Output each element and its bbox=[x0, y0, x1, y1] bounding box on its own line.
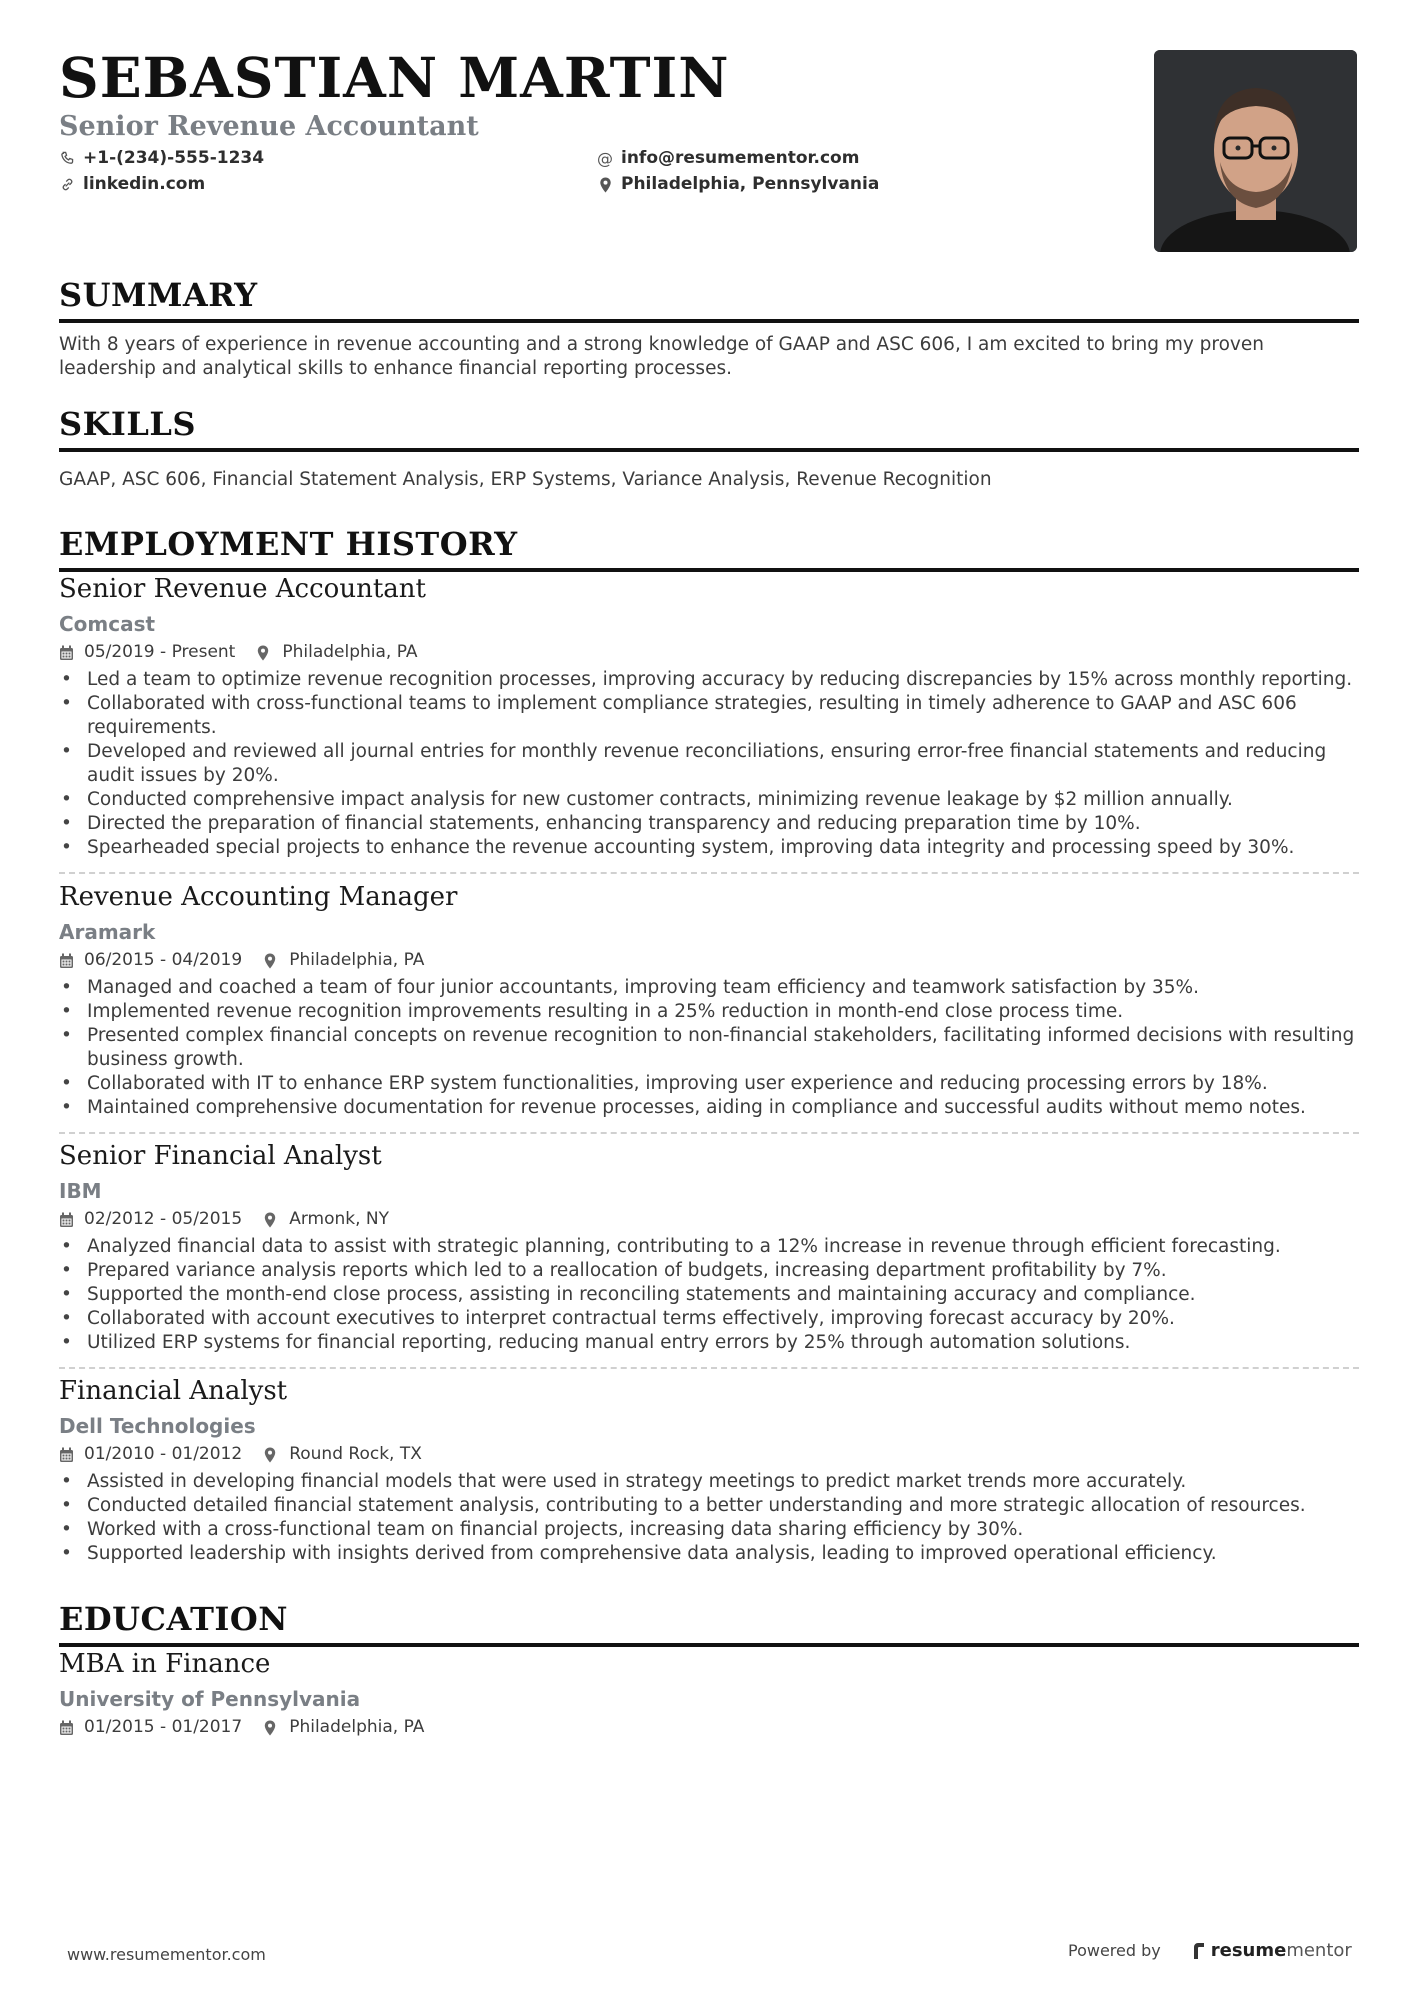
job-bullet: • Conducted comprehensive impact analysis for new customer contracts, minimizing revenue leakage by $2 million annually. bbox=[59, 788, 1359, 812]
job-location: Philadelphia, PA bbox=[282, 642, 418, 662]
job-bullets bbox=[59, 976, 1359, 1120]
phone-text: +1-(234)-555-1234 bbox=[83, 148, 265, 168]
job-bullet: • Supported leadership with insights derived from comprehensive data analysis, leading to improved operational efficiency. bbox=[59, 1542, 1359, 1566]
job-bullet: • Directed the preparation of financial statements, enhancing transparency and reducing preparation time by 10%. bbox=[59, 812, 1359, 836]
job-role: Senior Financial Analyst bbox=[59, 1141, 382, 1171]
employment-heading: EMPLOYMENT HISTORY bbox=[59, 525, 518, 563]
skills-heading: SKILLS bbox=[59, 405, 196, 443]
email-text[interactable]: info@resumementor.com bbox=[621, 148, 860, 168]
job-location: Philadelphia, PA bbox=[289, 950, 425, 970]
location-pin-icon bbox=[597, 177, 613, 193]
job-entry bbox=[59, 1143, 1359, 1355]
at-icon: @ bbox=[597, 148, 613, 168]
degree: MBA in Finance bbox=[59, 1649, 271, 1679]
job-bullet: • Worked with a cross-functional team on financial projects, increasing data sharing efficiency by 30%. bbox=[59, 1518, 1359, 1542]
footer-branding bbox=[1068, 1940, 1352, 1961]
job-dates: 06/2015 - 04/2019 bbox=[84, 950, 243, 970]
skills-section bbox=[59, 405, 1359, 492]
job-entry bbox=[59, 884, 1359, 1120]
job-entry bbox=[59, 576, 1359, 860]
section-divider bbox=[59, 1643, 1359, 1647]
job-divider bbox=[59, 872, 1359, 874]
job-bullet: • Conducted detailed financial statement analysis, contributing to a better understanding and more strategic allocation of resources. bbox=[59, 1494, 1359, 1518]
job-bullet: • Managed and coached a team of four junior accountants, improving team efficiency and teamwork satisfaction by 35%. bbox=[59, 976, 1359, 1000]
brand-bold: resume bbox=[1210, 1940, 1287, 1961]
job-bullet: • Presented complex financial concepts on revenue recognition to non-financial stakeholders, facilitating informed decisions with resulting business growth. bbox=[59, 1024, 1359, 1072]
candidate-title: Senior Revenue Accountant bbox=[59, 111, 479, 142]
calendar-icon bbox=[59, 953, 75, 969]
job-meta bbox=[59, 1446, 1359, 1463]
school: University of Pennsylvania bbox=[59, 1687, 361, 1711]
job-dates: 01/2010 - 01/2012 bbox=[84, 1444, 243, 1464]
job-location: Round Rock, TX bbox=[289, 1444, 422, 1464]
job-meta bbox=[59, 1211, 1359, 1228]
calendar-icon bbox=[59, 1212, 75, 1228]
location-pin-icon bbox=[264, 1447, 280, 1463]
job-bullet: • Collaborated with IT to enhance ERP system functionalities, improving user experience and reducing processing errors by 18%. bbox=[59, 1072, 1359, 1096]
powered-by-label: Powered by bbox=[1068, 1941, 1161, 1960]
job-divider bbox=[59, 1132, 1359, 1134]
section-divider bbox=[59, 448, 1359, 452]
education-meta bbox=[59, 1719, 1359, 1736]
footer-website[interactable]: www.resumementor.com bbox=[67, 1945, 266, 1964]
job-dates: 05/2019 - Present bbox=[84, 642, 236, 662]
job-company: Comcast bbox=[59, 612, 156, 636]
job-dates: 02/2012 - 05/2015 bbox=[84, 1209, 243, 1229]
job-company: Dell Technologies bbox=[59, 1414, 256, 1438]
contact-email[interactable] bbox=[597, 150, 859, 167]
job-company: IBM bbox=[59, 1179, 102, 1203]
job-role: Revenue Accounting Manager bbox=[59, 882, 458, 912]
job-role: Financial Analyst bbox=[59, 1376, 288, 1406]
contact-phone bbox=[59, 150, 264, 167]
calendar-icon bbox=[59, 1720, 75, 1736]
section-divider bbox=[59, 319, 1359, 323]
profile-photo bbox=[1154, 50, 1357, 252]
job-bullets bbox=[59, 668, 1359, 860]
job-company: Aramark bbox=[59, 920, 156, 944]
phone-icon bbox=[59, 151, 75, 167]
job-bullet: • Collaborated with cross-functional teams to implement compliance strategies, resulting in timely adherence to GAAP and ASC 606 requirements. bbox=[59, 692, 1359, 740]
contact-linkedin[interactable] bbox=[59, 176, 205, 193]
job-bullet: • Prepared variance analysis reports which led to a reallocation of budgets, increasing department profitability by 7%. bbox=[59, 1259, 1359, 1283]
job-divider bbox=[59, 1367, 1359, 1369]
job-bullet: • Utilized ERP systems for financial reporting, reducing manual entry errors by 25% through automation solutions. bbox=[59, 1331, 1359, 1355]
job-bullet: • Spearheaded special projects to enhance the revenue accounting system, improving data integrity and processing speed by 30%. bbox=[59, 836, 1359, 860]
job-bullet: • Developed and reviewed all journal entries for monthly revenue reconciliations, ensuring error-free financial statements and reducing audit issues by 20%. bbox=[59, 740, 1359, 788]
job-bullet: • Supported the month-end close process, assisting in reconciling statements and maintaining accuracy and compliance. bbox=[59, 1283, 1359, 1307]
education-location: Philadelphia, PA bbox=[289, 1717, 425, 1737]
job-bullet: • Assisted in developing financial models that were used in strategy meetings to predict market trends more accurately. bbox=[59, 1470, 1359, 1494]
location-pin-icon bbox=[264, 1720, 280, 1736]
skills-text: GAAP, ASC 606, Financial Statement Analysis, ERP Systems, Variance Analysis, Revenue Recognition bbox=[59, 469, 992, 490]
job-bullet: • Analyzed financial data to assist with strategic planning, contributing to a 12% increase in revenue through efficient forecasting. bbox=[59, 1235, 1359, 1259]
job-role: Senior Revenue Accountant bbox=[59, 574, 426, 604]
job-location: Armonk, NY bbox=[289, 1209, 390, 1229]
education-entry bbox=[59, 1651, 1359, 1736]
job-bullets bbox=[59, 1235, 1359, 1355]
resume-page bbox=[59, 0, 1359, 1737]
location-pin-icon bbox=[264, 953, 280, 969]
calendar-icon bbox=[59, 1447, 75, 1463]
brand-logo[interactable] bbox=[1191, 1940, 1352, 1961]
education-dates: 01/2015 - 01/2017 bbox=[84, 1717, 243, 1737]
education-section bbox=[59, 1600, 1359, 1647]
job-bullets bbox=[59, 1470, 1359, 1566]
job-meta bbox=[59, 644, 1359, 661]
contact-location bbox=[597, 176, 879, 193]
job-bullet: • Collaborated with account executives to interpret contractual terms effectively, improving forecast accuracy by 20%. bbox=[59, 1307, 1359, 1331]
employment-section bbox=[59, 525, 1359, 572]
job-meta bbox=[59, 952, 1359, 969]
education-heading: EDUCATION bbox=[59, 1600, 288, 1638]
linkedin-text[interactable]: linkedin.com bbox=[83, 174, 206, 194]
summary-heading: SUMMARY bbox=[59, 276, 258, 314]
location-text: Philadelphia, Pennsylvania bbox=[621, 174, 880, 194]
candidate-name: SEBASTIAN MARTIN bbox=[59, 45, 730, 110]
job-bullet: • Led a team to optimize revenue recognition processes, improving accuracy by reducing discrepancies by 15% across monthly reporting. bbox=[59, 668, 1359, 692]
calendar-icon bbox=[59, 645, 75, 661]
job-entry bbox=[59, 1378, 1359, 1566]
location-pin-icon bbox=[257, 645, 273, 661]
job-bullet: • Maintained comprehensive documentation for revenue processes, aiding in compliance and successful audits without memo notes. bbox=[59, 1096, 1359, 1120]
location-pin-icon bbox=[264, 1212, 280, 1228]
summary-text: With 8 years of experience in revenue accounting and a strong knowledge of GAAP and ASC 606, I am excited to bring my proven leadership and analytical skills to enhance financial reporting processes. bbox=[59, 334, 1264, 379]
brand-mark-icon bbox=[1191, 1941, 1207, 1961]
resume-header bbox=[59, 0, 1359, 262]
summary-section bbox=[59, 276, 1359, 381]
link-icon bbox=[59, 177, 75, 193]
job-bullet: • Implemented revenue recognition improvements resulting in a 25% reduction in month-end close process time. bbox=[59, 1000, 1359, 1024]
section-divider bbox=[59, 568, 1359, 572]
brand-light: mentor bbox=[1286, 1940, 1352, 1961]
